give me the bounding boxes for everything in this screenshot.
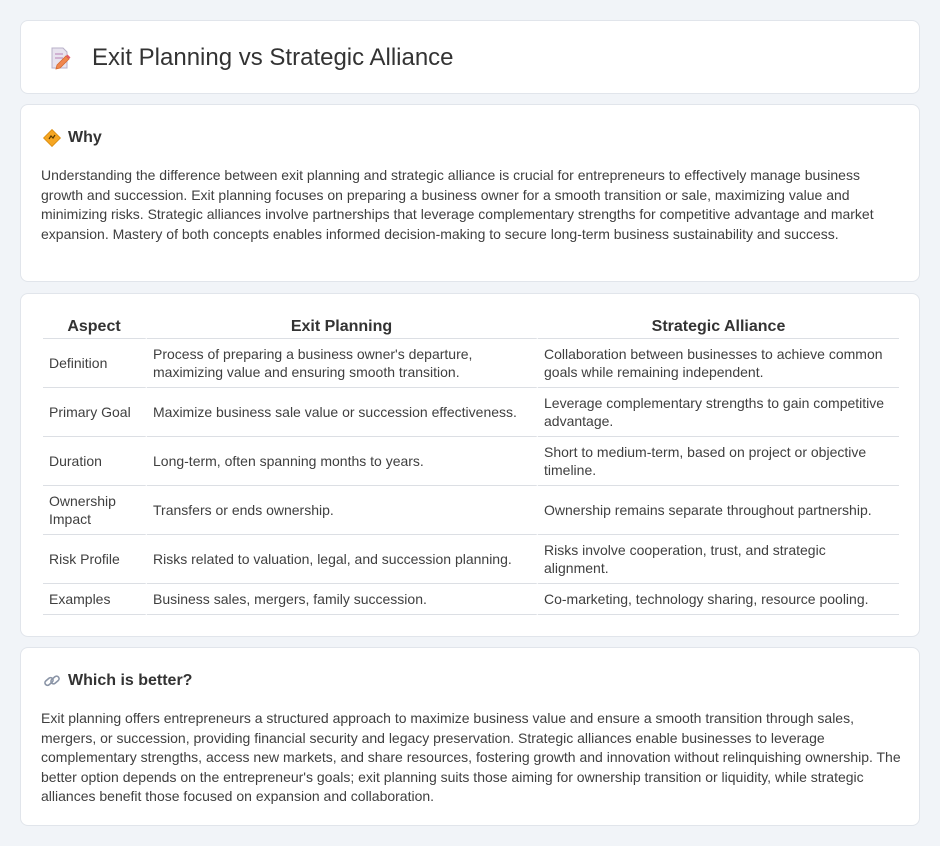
link-icon [43, 672, 61, 690]
table-row [43, 535, 899, 584]
why-section [20, 104, 920, 282]
better-title: Which is better? [68, 672, 193, 689]
cell-aspect: Primary Goal [43, 388, 147, 437]
cell-exit-planning: Long-term, often spanning months to years. [147, 437, 538, 486]
why-title: Why [68, 129, 102, 146]
comparison-table [43, 316, 899, 615]
table-row [43, 437, 899, 486]
cell-aspect: Definition [43, 339, 147, 388]
header-exit-planning: Exit Planning [147, 316, 538, 339]
better-text: Exit planning offers entrepreneurs a structured approach to maximize business value and ensure a smooth transition through sales, mergers, or succession, providing financial security and legacy preservation. Strategic alliances enable businesses to leverage complementary strengths, access new markets, and share resources, fostering growth and innovation without relinquishing ownership. The better option depends on the entrepreneur's goals; exit planning suits those aiming for ownership transition or liquidity, while strategic alliances benefit those focused on expansion and collaboration. [41, 710, 901, 804]
better-heading [43, 671, 192, 691]
why-text: Understanding the difference between exit planning and strategic alliance is crucial for entrepreneurs to effectively manage business growth and succession. Exit planning focuses on preparing a business owner for a smooth transition or sale, maximizing value and minimizing risks. Strategic alliances involve partnerships that leverage complementary strengths for competitive advantage and market expansion. Mastery of both concepts enables informed decision-making to secure long-term business sustainability and success. [41, 167, 874, 242]
cell-strategic-alliance: Leverage complementary strengths to gain competitive advantage. [538, 388, 899, 437]
cell-exit-planning: Process of preparing a business owner's departure, maximizing value and ensuring smooth transition. [147, 339, 538, 388]
document-pencil-icon [48, 46, 72, 70]
cell-strategic-alliance: Short to medium-term, based on project or objective timeline. [538, 437, 899, 486]
cell-strategic-alliance: Collaboration between businesses to achieve common goals while remaining independent. [538, 339, 899, 388]
table-row [43, 388, 899, 437]
table-row [43, 486, 899, 535]
comparison-section [20, 293, 920, 637]
cell-aspect: Risk Profile [43, 535, 147, 584]
cell-strategic-alliance: Co-marketing, technology sharing, resource pooling. [538, 584, 899, 615]
header-aspect: Aspect [43, 316, 147, 339]
diamond-sign-icon [43, 129, 61, 147]
cell-strategic-alliance: Risks involve cooperation, trust, and strategic alignment. [538, 535, 899, 584]
why-heading [43, 128, 102, 148]
cell-exit-planning: Business sales, mergers, family succession. [147, 584, 538, 615]
cell-aspect: Duration [43, 437, 147, 486]
cell-exit-planning: Risks related to valuation, legal, and succession planning. [147, 535, 538, 584]
table-row [43, 584, 899, 615]
table-header-row [43, 316, 899, 339]
which-is-better-section [20, 647, 920, 826]
cell-exit-planning: Maximize business sale value or succession effectiveness. [147, 388, 538, 437]
header-strategic-alliance: Strategic Alliance [538, 316, 899, 339]
cell-aspect: Examples [43, 584, 147, 615]
header-card [20, 20, 920, 94]
table-row [43, 339, 899, 388]
page-title: Exit Planning vs Strategic Alliance [92, 44, 454, 71]
cell-exit-planning: Transfers or ends ownership. [147, 486, 538, 535]
cell-aspect: Ownership Impact [43, 486, 147, 535]
cell-strategic-alliance: Ownership remains separate throughout partnership. [538, 486, 899, 535]
